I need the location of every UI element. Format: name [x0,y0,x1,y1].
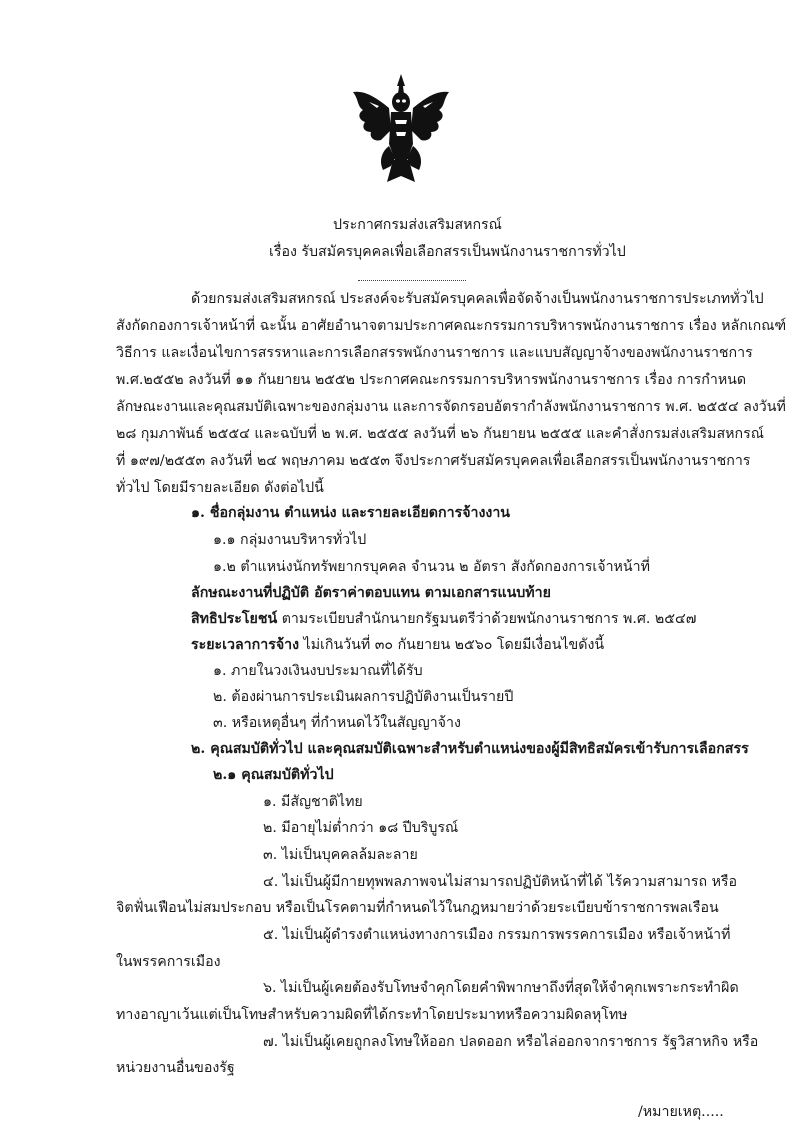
condition-item: ๑. ภายในวงเงินงบประมาณที่ได้รับ [213,663,423,679]
intro-line-6: ๒๘ กุมภาพันธ์ ๒๕๕๔ และฉบับที่ ๒ พ.ศ. ๒๕๕๕ ลงวันที่ ๒๖ กันยายน ๒๕๕๕ และคำสั่งกรมส่งเสริมสหกรณ์ [116,426,764,442]
qualification-item: ๖. ไม่เป็นผู้เคยต้องรับโทษจำคุกโดยคำพิพากษาถึงที่สุดให้จำคุกเพราะกระทำผิด [263,980,739,996]
title-divider [358,280,466,281]
qualification-continuation: จิตฟั่นเฟือนไม่สมประกอบ หรือเป็นโรคตามที่กำหนดไว้ในกฎหมายว่าด้วยระเบียบข้าราชการพลเรือน [116,900,719,916]
qualification-item: ๑. มีสัญชาติไทย [263,794,363,810]
item-1-1: ๑.๑ กลุ่มงานบริหารทั่วไป [213,532,367,548]
announcement-title: ประกาศกรมส่งเสริมสหกรณ์ [333,217,502,233]
work-value: อัตราค่าตอบแทน ตามเอกสารแนบท้าย [309,585,551,601]
item-1-2: ๑.๒ ตำแหน่งนักทรัพยากรบุคคล จำนวน ๒ อัตรา สังกัดกองการเจ้าหน้าที่ [213,559,650,575]
period-value: ไม่เกินวันที่ ๓๐ กันยายน ๒๕๖๐ โดยมีเงื่อนไขดังนี้ [299,637,605,653]
work-row [191,583,551,603]
continuation-marker: /หมายเหตุ..... [638,1104,724,1120]
qualification-item: ๒. มีอายุไม่ต่ำกว่า ๑๘ ปีบริบูรณ์ [263,820,459,836]
intro-line-2: สังกัดกองการเจ้าหน้าที่ ฉะนั้น อาศัยอำนาจตามประกาศคณะกรรมการบริหารพนักงานราชการ เรื่อง หลักเกณฑ์ [116,318,787,334]
intro-line-1: ด้วยกรมส่งเสริมสหกรณ์ ประสงค์จะรับสมัครบุคคลเพื่อจัดจ้างเป็นพนักงานราชการประเภททั่วไป [191,291,764,307]
qualification-continuation: ทางอาญาเว้นแต่เป็นโทษสำหรับความผิดที่ได้กระทำโดยประมาทหรือความผิดลหุโทษ [116,1007,628,1023]
benefit-row [191,609,696,629]
qualification-continuation: ในพรรคการเมือง [116,954,221,970]
section1-heading: ๑. ชื่อกลุ่มงาน ตำแหน่ง และรายละเอียดการจ้างงาน [191,505,510,521]
section2-1-heading: ๒.๑ คุณสมบัติทั่วไป [213,767,334,783]
qualification-item: ๕. ไม่เป็นผู้ดำรงตำแหน่งทางการเมือง กรรมการพรรคการเมือง หรือเจ้าหน้าที่ [263,927,731,943]
intro-line-4: พ.ศ.๒๕๕๒ ลงวันที่ ๑๑ กันยายน ๒๕๕๒ ประกาศคณะกรรมการบริหารพนักงานราชการ เรื่อง การกำหนด [116,372,747,388]
announcement-subject: เรื่อง รับสมัครบุคคลเพื่อเลือกสรรเป็นพนักงานราชการทั่วไป [269,244,626,260]
garuda-emblem-icon [349,72,453,190]
intro-line-7: ที่ ๑๙๗/๒๕๕๓ ลงวันที่ ๒๔ พฤษภาคม ๒๕๕๓ จึงประกาศรับสมัครบุคคลเพื่อเลือกสรรเป็นพนักงานราชการ [116,453,751,469]
intro-line-3: วิธีการ และเงื่อนไขการสรรหาและการเลือกสรรพนักงานราชการ และแบบสัญญาจ้างของพนักงานราชการ [116,345,753,361]
intro-line-5: ลักษณะงานและคุณสมบัติเฉพาะของกลุ่มงาน และการจัดกรอบอัตรากำลังพนักงานราชการ พ.ศ. ๒๕๕๔ ลงวันที่ [116,399,786,415]
work-label: ลักษณะงานที่ปฏิบัติ [191,585,310,601]
condition-item: ๓. หรือเหตุอื่นๆ ที่กำหนดไว้ในสัญญาจ้าง [213,715,461,731]
benefit-value: ตามระเบียบสำนักนายกรัฐมนตรีว่าด้วยพนักงานราชการ พ.ศ. ๒๕๔๗ [277,611,697,627]
qualification-item: ๔. ไม่เป็นผู้มีกายทุพพลภาพจนไม่สามารถปฏิบัติหน้าที่ได้ ไร้ความสามารถ หรือ [263,874,738,890]
section2-heading: ๒. คุณสมบัติทั่วไป และคุณสมบัติเฉพาะสำหรับตำแหน่งของผู้มีสิทธิสมัครเข้ารับการเลือกสรร [191,741,749,757]
qualification-continuation: หน่วยงานอื่นของรัฐ [116,1060,235,1076]
period-row [191,635,604,655]
qualification-item: ๓. ไม่เป็นบุคคลล้มละลาย [263,847,418,863]
qualification-item: ๗. ไม่เป็นผู้เคยถูกลงโทษให้ออก ปลดออก หรือไล่ออกจากราชการ รัฐวิสาหกิจ หรือ [263,1034,759,1050]
period-label: ระยะเวลาการจ้าง [191,637,300,653]
benefit-label: สิทธิประโยชน์ [191,611,278,627]
condition-item: ๒. ต้องผ่านการประเมินผลการปฏิบัติงานเป็นรายปี [213,689,514,705]
intro-line-8: ทั่วไป โดยมีรายละเอียด ดังต่อไปนี้ [116,480,324,496]
